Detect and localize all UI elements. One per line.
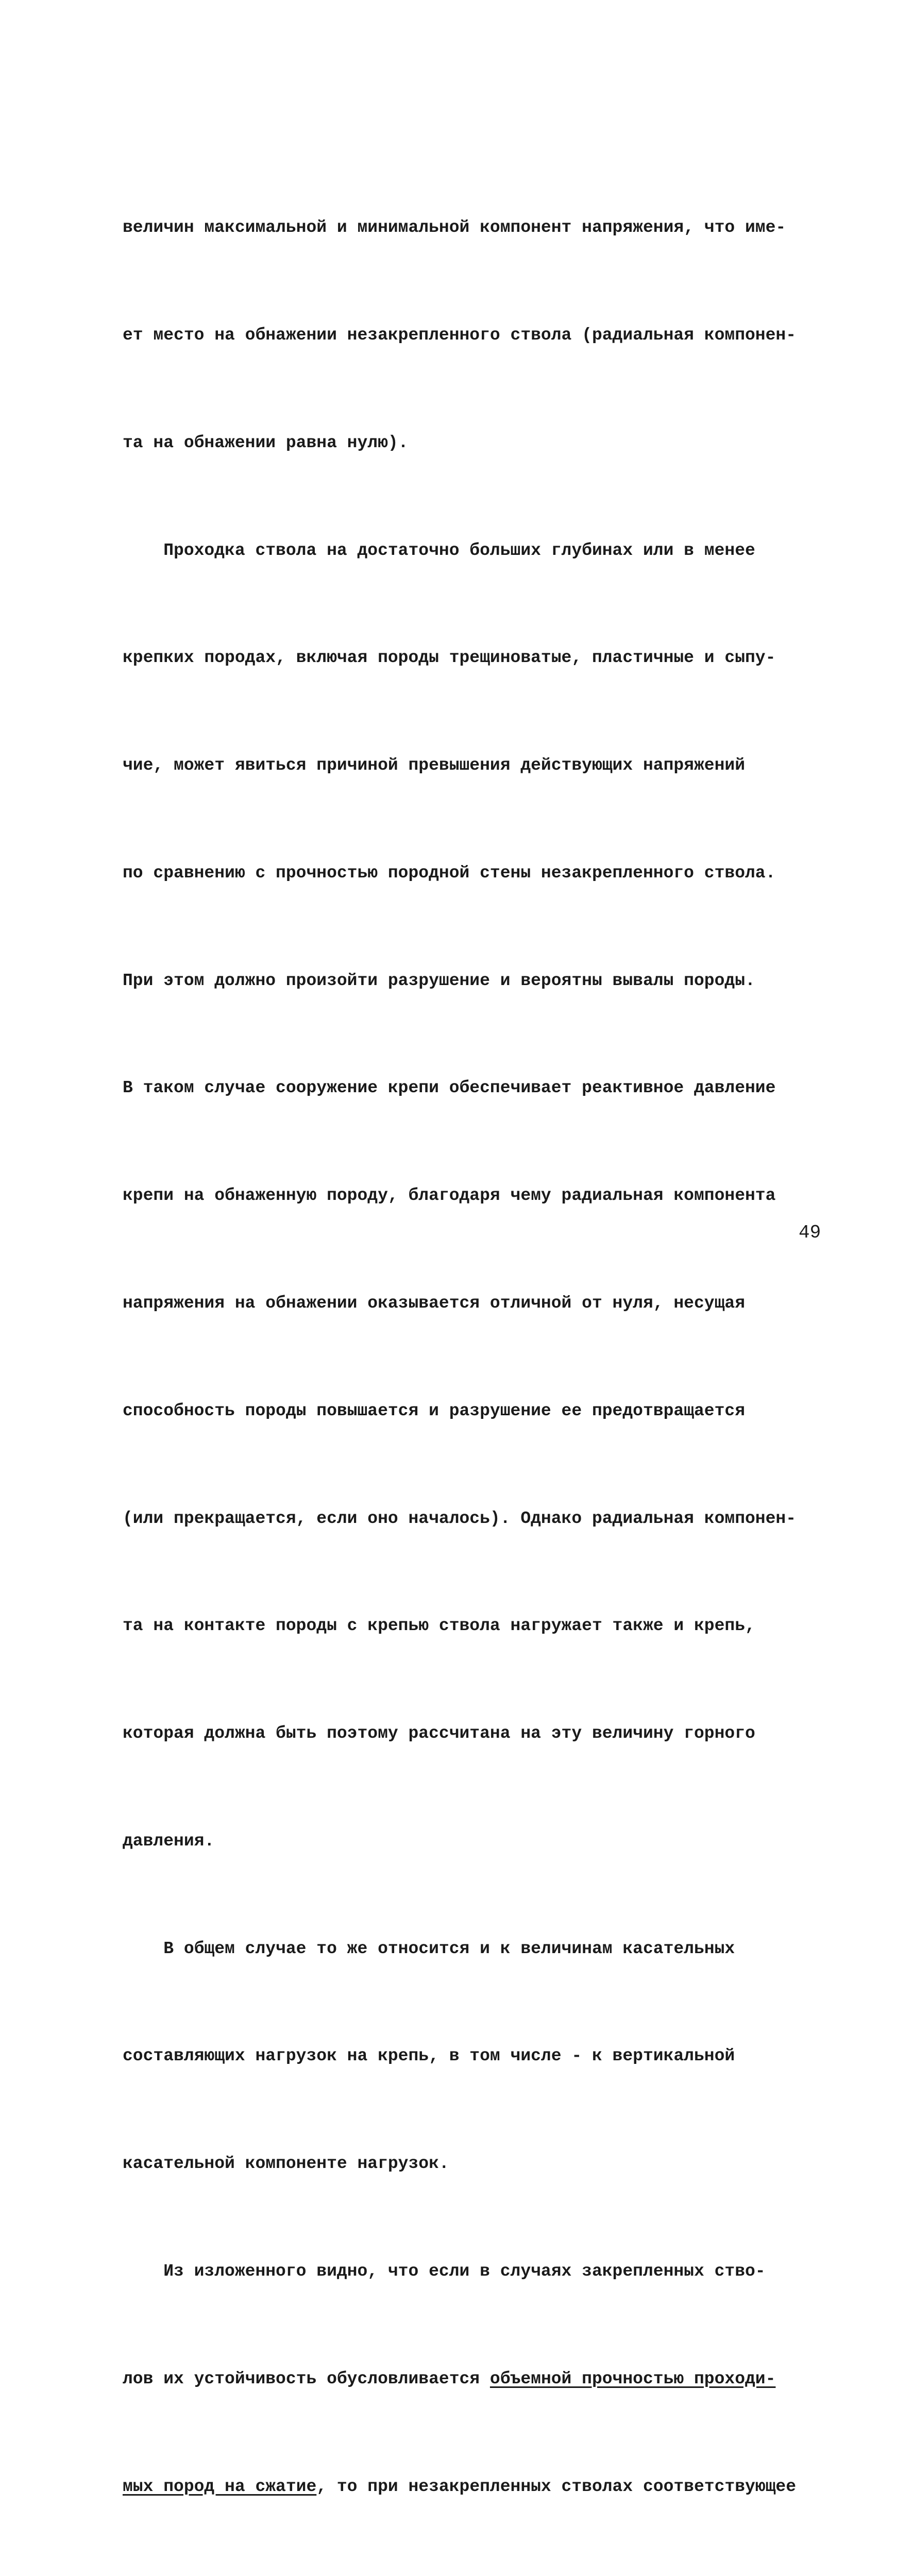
text-line: В таком случае сооружение крепи обеспечивает реактивное давление xyxy=(123,1078,776,1098)
underlined-phrase: мых пород на сжатие xyxy=(123,2477,317,2496)
text-line: чие, может явиться причиной превышения действующих напряжений xyxy=(123,756,745,775)
text-segment: , то при незакрепленных стволах соответствующее xyxy=(316,2477,797,2496)
text-line: крепких породах, включая породы трещиноватые, пластичные и сыпу- xyxy=(123,648,776,668)
text-line xyxy=(123,2469,834,2505)
text-line: напряжения на обнажении оказывается отличной от нуля, несущая xyxy=(123,1294,745,1313)
text-line: При этом должно произойти разрушение и вероятны вывалы породы. xyxy=(123,971,755,990)
text-line: по сравнению с прочностью породной стены незакрепленного ствола. xyxy=(123,863,776,883)
text-line: Проходка ствола на достаточно больших глубинах или в менее xyxy=(123,540,755,560)
text-line: та на обнажении равна нулю). xyxy=(123,433,409,452)
text-line: ет место на обнажении незакрепленного ствола (радиальная компонен- xyxy=(123,325,797,345)
text-line: Из изложенного видно, что если в случаях закрепленных ство- xyxy=(123,2262,766,2281)
text-line: давления. xyxy=(123,1831,215,1851)
text-line: величин максимальной и минимальной компонент напряжения, что име- xyxy=(123,218,786,238)
text-line: способность породы повышается и разрушение ее предотвращается xyxy=(123,1401,745,1420)
text-line xyxy=(123,2361,834,2397)
text-line: касательной компоненте нагрузок. xyxy=(123,2154,449,2174)
underlined-phrase: объемной прочностью проходи- xyxy=(489,2369,776,2388)
text-line: (или прекращается, если оно началось). Однако радиальная компонен- xyxy=(123,1509,797,1528)
text-line: составляющих нагрузок на крепь, в том числе - к вертикальной xyxy=(123,2046,735,2066)
page-number: 49 xyxy=(799,1222,821,1243)
text-line: крепи на обнаженную породу, благодаря чему радиальная компонента xyxy=(123,1186,776,1206)
text-line: которая должна быть поэтому рассчитана на эту величину горного xyxy=(123,1724,755,1743)
text-line: В общем случае то же относится и к величинам касательных xyxy=(123,1939,735,1958)
text-segment: лов их устойчивость обусловливается xyxy=(123,2369,490,2388)
text-line: та на контакте породы с крепью ствола нагружает также и крепь, xyxy=(123,1616,755,1636)
body-text xyxy=(123,138,834,2576)
